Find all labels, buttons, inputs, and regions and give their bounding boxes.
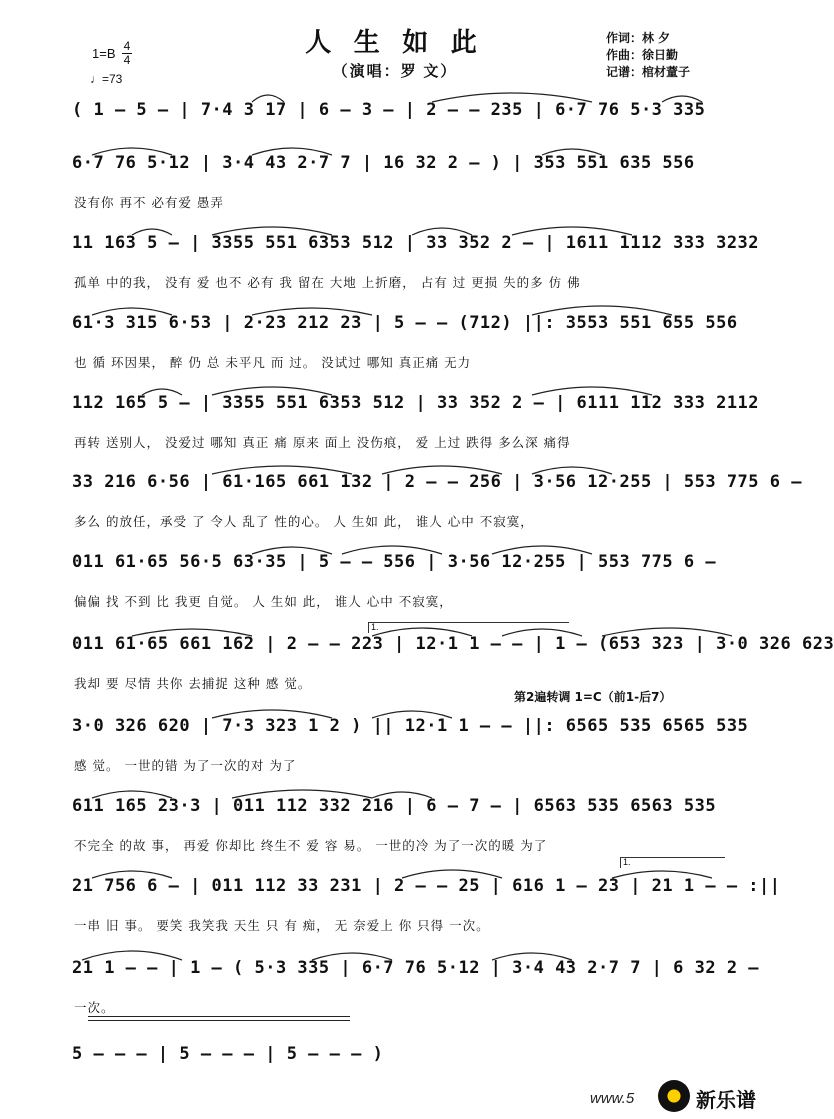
credits <box>606 30 690 81</box>
key-signature: 1=B <box>92 46 116 61</box>
logo-text: 新乐谱 <box>696 1088 756 1112</box>
notation-line: 3·0 326 620 | 7·3 323 1 2 ) || 12·1 1 – – ||: 6565 535 6565 535 <box>72 716 749 736</box>
notation-line: 61·3 315 6·53 | 2·23 212 23 | 5 – – (712) ||: 3553 551 655 556 <box>72 313 738 333</box>
modulation-note: 第2遍转调 1=C（前1-后7） <box>514 690 672 704</box>
lyric-line: 我却 要 尽情 共你 去捕捉 这种 感 觉。 <box>74 676 312 691</box>
time-signature-bottom: 4 <box>123 53 131 67</box>
notation-line: 011 61·65 56·5 63·35 | 5 – – 556 | 3·56 12·255 | 553 775 6 – <box>72 552 717 572</box>
logo-disc-icon <box>658 1080 690 1112</box>
coda-line-1 <box>88 1016 350 1017</box>
lyric-line: 再转 送别人， 没爱过 哪知 真正 痛 原来 面上 没伤痕， 爱 上过 跌得 多么深 痛得 <box>74 435 571 450</box>
singer-line: （演唱：罗 文） <box>332 64 458 80</box>
transcriber: 记谱：棺材蕫子 <box>606 65 691 79</box>
notation-line: 11 163 5 – | 3355 551 6353 512 | 33 352 2 – | 1611 1112 333 3232 <box>72 233 760 253</box>
lyric-line: 也 循 环因果， 醉 仍 总 未平凡 而 过。 没试过 哪知 真正痛 无力 <box>74 355 472 370</box>
lyricist: 作词：林 夕 <box>606 31 671 45</box>
watermark-url: www.5 <box>590 1090 635 1107</box>
volta-bracket-1 <box>368 622 569 633</box>
time-signature <box>122 40 132 67</box>
volta-number: 1. <box>623 857 631 867</box>
coda-line-2 <box>88 1020 350 1021</box>
lyric-line: 一串 旧 事。 要笑 我笑我 天生 只 有 痴， 无 奈爱上 你 只得 一次。 <box>74 918 490 933</box>
lyric-line: 一次。 <box>74 1000 115 1015</box>
notation-line: 21 756 6 – | 011 112 33 231 | 2 – – 25 | 616 1 – 23 | 21 1 – – :|| <box>72 876 781 896</box>
notation-line: 21 1 – – | 1 – ( 5·3 335 | 6·7 76 5·12 | 3·4 43 2·7 7 | 6 32 2 – <box>72 958 760 978</box>
volta-bracket-1b <box>620 857 725 868</box>
lyric-line: 感 觉。 一世的错 为了一次的对 为了 <box>74 758 297 773</box>
notation-line: ( 1 – 5 – | 7·4 3 17 | 6 – 3 – | 2 – – 235 | 6·7 76 5·3 335 <box>72 100 706 120</box>
site-logo <box>650 1078 790 1116</box>
lyric-line: 偏偏 找 不到 比 我更 自觉。 人 生如 此， 谁人 心中 不寂寞， <box>74 594 453 609</box>
notation-line: 611 165 23·3 | 011 112 332 216 | 6 – 7 – | 6563 535 6563 535 <box>72 796 717 816</box>
volta-number: 1. <box>371 622 379 632</box>
lyric-line: 没有你 再不 必有爱 愚弄 <box>74 195 224 210</box>
notation-line: 33 216 6·56 | 61·165 661 132 | 2 – – 256 | 3·56 12·255 | 553 775 6 – <box>72 472 802 492</box>
tempo-marking: ♩=73 <box>90 72 123 86</box>
notation-line: 011 61·65 661 162 | 2 – – 223 | 12·1 1 – – | 1 – (653 323 | 3·0 326 623 <box>72 634 834 654</box>
time-signature-top: 4 <box>123 39 131 53</box>
lyric-line: 多么 的放任，承受 了 令人 乱了 性的心。 人 生如 此， 谁人 心中 不寂寞， <box>74 514 534 529</box>
composer: 作曲：徐日勤 <box>606 48 679 62</box>
notation-line: 5 – – – | 5 – – – | 5 – – – ) <box>72 1044 384 1064</box>
notation-line: 6·7 76 5·12 | 3·4 43 2·7 7 | 16 32 2 – ) | 353 551 635 556 <box>72 153 695 173</box>
notation-line: 112 165 5 – | 3355 551 6353 512 | 33 352 2 – | 6111 112 333 2112 <box>72 393 760 413</box>
lyric-line: 孤单 中的我， 没有 爱 也不 必有 我 留在 大地 上折磨， 占有 过 更损 失的多 仿 佛 <box>74 275 581 290</box>
song-title: 人 生 如 此 <box>305 28 485 57</box>
lyric-line: 不完全 的故 事， 再爱 你却比 终生不 爱 容 易。 一世的冷 为了一次的暖 为了 <box>74 838 548 853</box>
